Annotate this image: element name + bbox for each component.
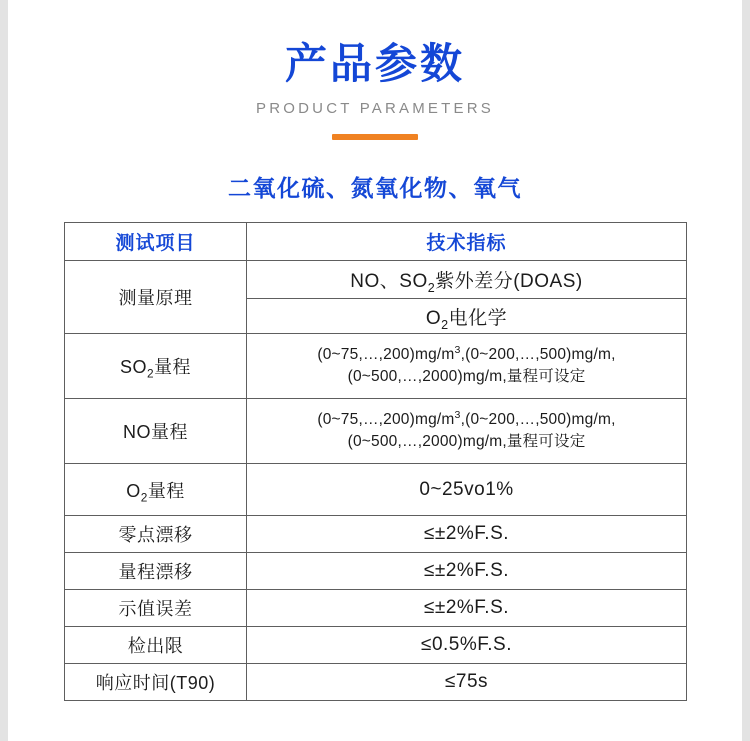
row-value-zero-drift: ≤±2%F.S. [247,516,687,553]
spec-table [64,222,687,701]
table-row [65,399,687,464]
table-row [65,334,687,399]
left-edge-rail [0,0,8,741]
table-row [65,590,687,627]
row-label-span-drift: 量程漂移 [65,553,247,590]
row-label-measurement-principle: 测量原理 [65,261,247,334]
spec-table-wrap [64,222,686,701]
row-label-zero-drift: 零点漂移 [65,516,247,553]
row-label-no-range: NO量程 [65,399,247,464]
column-header-spec: 技术指标 [247,223,687,261]
table-row [65,664,687,701]
row-label-so2-range: $SO_2$量程 [65,334,247,399]
page-subtitle-en: PRODUCT PARAMETERS [256,100,494,118]
row-value-principle-doas: NO、$SO_2$紫外差分(DOAS) [247,261,687,299]
row-value-response-time: ≤75s [247,664,687,701]
row-value-span-drift: ≤±2%F.S. [247,553,687,590]
table-row [65,261,687,299]
column-header-item: 测试项目 [65,223,247,261]
page-header [0,0,750,140]
table-row [65,464,687,516]
row-value-no-range: $(0\sim 75,\dots,200)mg/m^3,(0\sim 200,\dots,500)mg/m$, (0~500,…,2000)mg/m,量程可设定 [247,399,687,464]
table-row [65,553,687,590]
row-value-indication-error: ≤±2%F.S. [247,590,687,627]
row-value-detection-limit: ≤0.5%F.S. [247,627,687,664]
row-label-detection-limit: 检出限 [65,627,247,664]
page-title: 产品参数 [284,40,465,87]
accent-divider [332,134,418,140]
right-edge-rail [742,0,750,741]
section-title: 二氧化硫、氮氧化物、氧气 [228,175,522,202]
row-value-o2-range: 0~25vo1% [247,464,687,516]
row-value-so2-range: $(0\sim 75,\dots,200)mg/m^3,(0\sim 200,\dots,500)mg/m$, (0~500,…,2000)mg/m,量程可设定 [247,334,687,399]
row-label-response-time: 响应时间(T90) [65,664,247,701]
table-row [65,627,687,664]
table-row [65,516,687,553]
table-header-row [65,223,687,261]
row-label-indication-error: 示值误差 [65,590,247,627]
row-label-o2-range: $O_2$量程 [65,464,247,516]
row-value-principle-electrochemical: $O_2$电化学 [247,299,687,334]
